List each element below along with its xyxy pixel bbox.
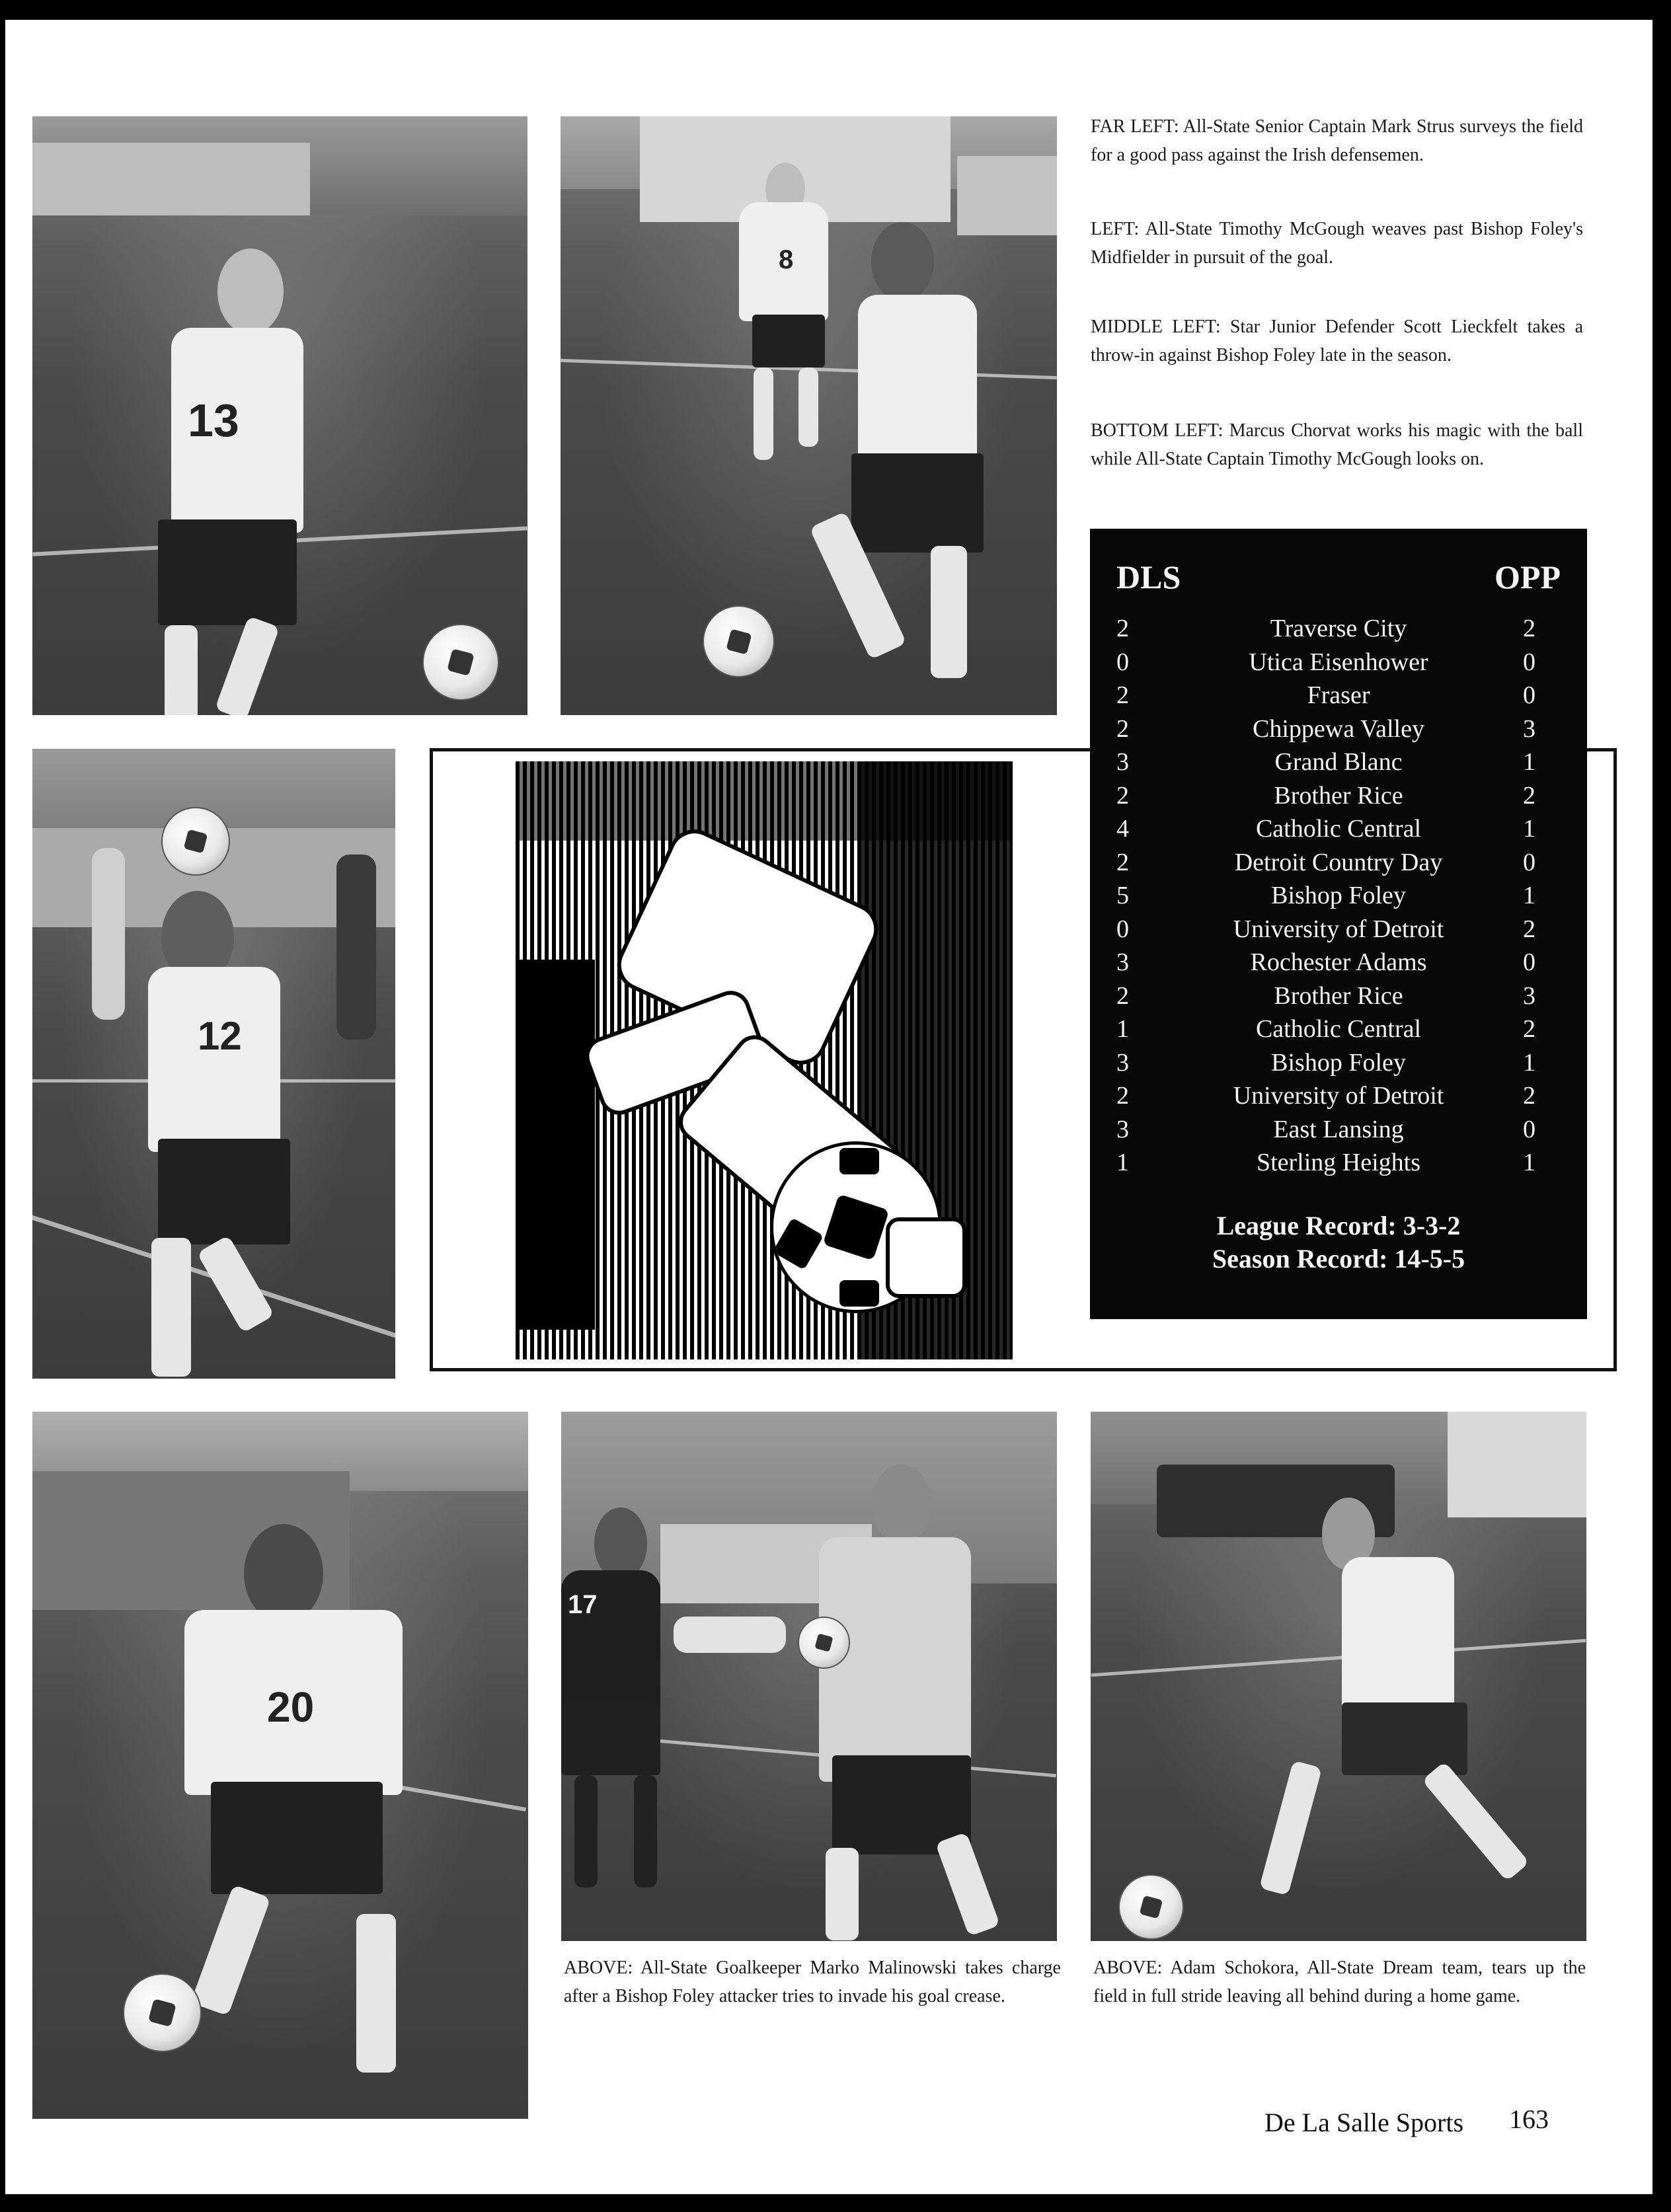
opponent-name: Bishop Foley — [1271, 1048, 1406, 1077]
season-scoreboard — [1090, 529, 1587, 1319]
caption-left: LEFT: All-State Timothy McGough weaves past Bishop Foley's Midfielder in pursuit of the goal. — [1091, 219, 1583, 268]
opponent-name: East Lansing — [1273, 1115, 1404, 1143]
caption-goalkeeper: ABOVE: All-State Goalkeeper Marko Malinowski takes charge after a Bishop Foley attacker tries to invade his goal crease. — [564, 1958, 1061, 2006]
score-row: 3 Grand Blanc 1 — [1090, 745, 1587, 779]
score-row: 2 Brother Rice 3 — [1090, 979, 1587, 1012]
dls-column-header: DLS — [1116, 558, 1181, 595]
score-row: 0 Utica Eisenhower 0 — [1090, 646, 1587, 679]
photo-timothy-mcgough — [561, 116, 1057, 715]
score-row: 5 Bishop Foley 1 — [1090, 879, 1587, 912]
opp-column-header: OPP — [1495, 558, 1561, 595]
photo-mark-strus — [32, 116, 527, 715]
score-row: 1 Sterling Heights 1 — [1090, 1146, 1587, 1179]
opponent-name: University of Detroit — [1233, 1082, 1444, 1110]
opponent-name: Catholic Central — [1255, 815, 1422, 843]
opponent-name: Sterling Heights — [1256, 1149, 1421, 1176]
opponent-name: Brother Rice — [1274, 981, 1403, 1010]
opponent-name: Catholic Central — [1255, 1015, 1422, 1043]
opponent-name: Bishop Foley — [1271, 882, 1406, 909]
soccer-ball — [1118, 1874, 1184, 1940]
opponent-name: Traverse City — [1270, 615, 1407, 642]
caption-far-left: FAR LEFT: All-State Senior Captain Mark Strus surveys the field for a good pass against the Irish defensemen. — [1091, 116, 1583, 165]
soccer-ball — [703, 605, 775, 677]
opponent-name: Detroit Country Day — [1234, 848, 1443, 876]
score-row: 2 Brother Rice 2 — [1090, 779, 1587, 812]
section-title: De La Salle Sports — [1264, 2108, 1464, 2137]
photo-marcus-chorvat — [32, 1412, 528, 2119]
opponent-name: Chippewa Valley — [1253, 714, 1424, 743]
score-row: 2 Traverse City 2 — [1090, 612, 1587, 645]
soccer-ball — [161, 807, 230, 876]
score-row: 3 East Lansing 0 — [1090, 1113, 1587, 1146]
jersey-number: 12 — [198, 1014, 242, 1058]
jersey-number: 17 — [568, 1590, 598, 1619]
opponent-name: Utica Eisenhower — [1249, 648, 1428, 676]
caption-middle-left: MIDDLE LEFT: Star Junior Defender Scott Lieckfelt takes a throw-in against Bishop Foley late in the season. — [1091, 317, 1583, 365]
score-row: 2 University of Detroit 2 — [1090, 1079, 1587, 1112]
opponent-name: University of Detroit — [1233, 915, 1444, 943]
opponent-name: Grand Blanc — [1274, 748, 1403, 776]
opponent-name: Fraser — [1307, 681, 1370, 709]
score-row: 2 Detroit Country Day 0 — [1090, 846, 1587, 879]
stylized-kick-illustration — [516, 761, 1013, 1359]
caption-dream-team: ABOVE: Adam Schokora, All-State Dream team, tears up the field in full stride leaving all behind during a home game. — [1093, 1958, 1586, 2006]
jersey-number: 13 — [188, 395, 239, 446]
score-row: 3 Rochester Adams 0 — [1090, 946, 1587, 979]
soccer-ball — [123, 1973, 202, 2052]
photo-scott-lieckfelt — [32, 749, 395, 1379]
season-record: Season Record: 14-5-5 — [1212, 1244, 1465, 1274]
league-record: League Record: 3-3-2 — [1216, 1211, 1461, 1240]
score-row: 1 Catholic Central 2 — [1090, 1012, 1587, 1046]
soccer-ball — [798, 1617, 850, 1669]
photo-adam-schokora — [1091, 1412, 1586, 1941]
score-row: 0 University of Detroit 2 — [1090, 913, 1587, 946]
page-number: 163 — [1509, 2104, 1549, 2134]
caption-bottom-left: BOTTOM LEFT: Marcus Chorvat works his magic with the ball while All-State Captain Timothy McGough looks on. — [1091, 420, 1583, 469]
opponent-name: Brother Rice — [1274, 781, 1403, 810]
score-row: 3 Bishop Foley 1 — [1090, 1046, 1587, 1079]
soccer-ball — [422, 624, 499, 701]
photo-marko-malinowski — [561, 1412, 1057, 1941]
score-row: 2 Chippewa Valley 3 — [1090, 712, 1587, 745]
jersey-number: 20 — [267, 1683, 315, 1731]
score-row: 2 Fraser 0 — [1090, 679, 1587, 712]
jersey-number: 8 — [779, 245, 794, 274]
score-row: 4 Catholic Central 1 — [1090, 812, 1587, 845]
opponent-name: Rochester Adams — [1250, 948, 1427, 976]
